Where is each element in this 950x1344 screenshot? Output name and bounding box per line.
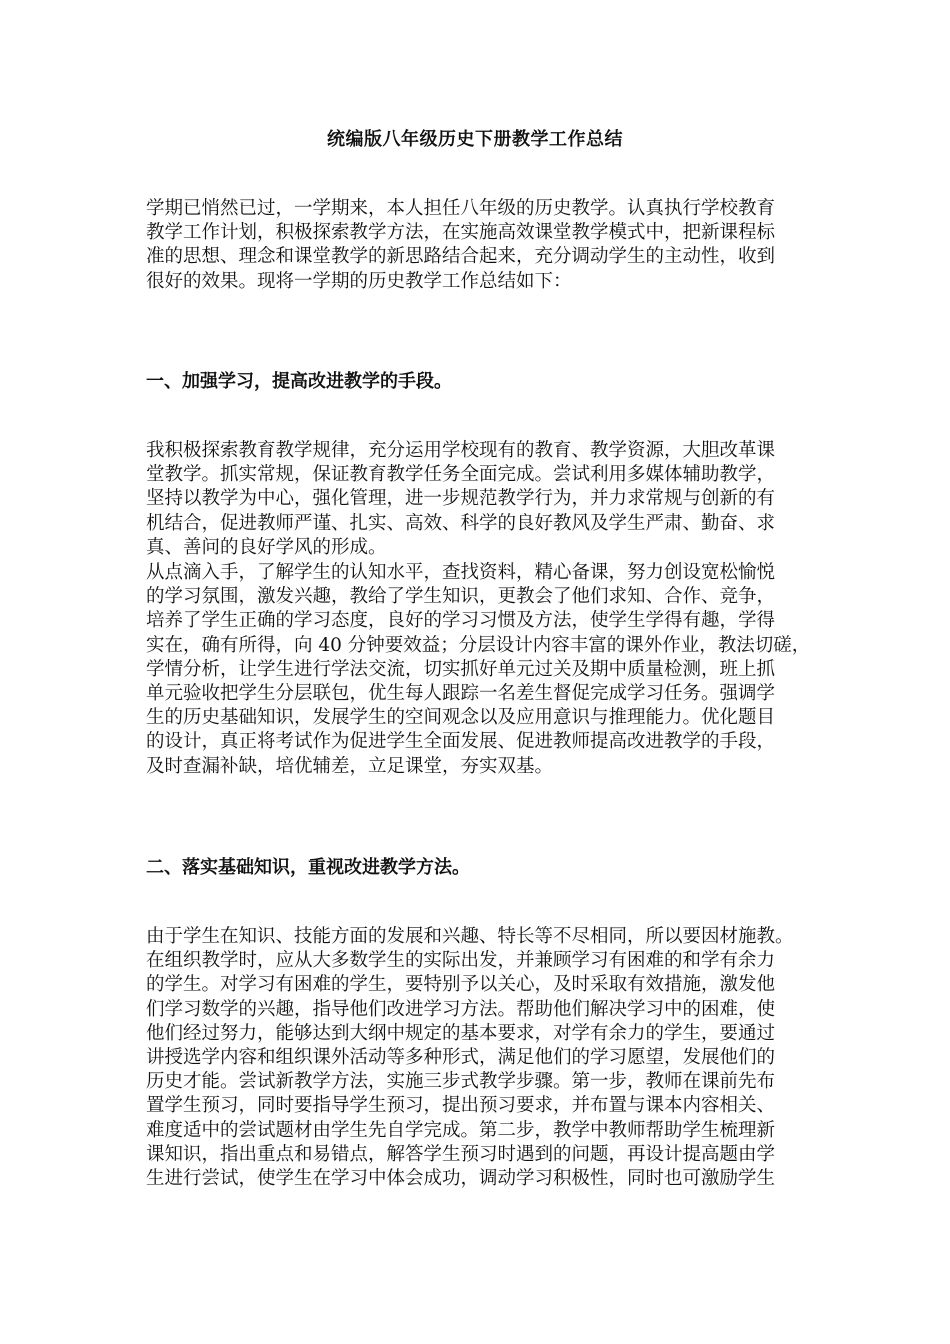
text-line: 讲授选学内容和组织课外活动等多种形式，满足他们的学习愿望，发展他们的 [146,1046,776,1068]
text-line: 在组织教学时，应从大多数学生的实际出发，并兼顾学习有困难的和学有余力 [146,950,776,972]
section1-paragraph-1 [146,439,818,560]
text-line: 难度适中的尝试题材由学生先自学完成。第二步，教学中教师帮助学生梳理新 [146,1119,776,1141]
text-line: 教学工作计划，积极探索教学方法，在实施高效课堂教学模式中，把新课程标 [146,222,776,244]
text-line: 他们经过努力，能够达到大纲中规定的基本要求，对学有余力的学生，要通过 [146,1022,776,1044]
section1-paragraph-2 [146,561,818,779]
text-line: 生进行尝试，使学生在学习中体会成功，调动学习积极性，同时也可激励学生 [146,1167,776,1189]
section-heading-2: 二、落实基础知识，重视改进教学方法。 [146,857,470,878]
text-line: 坚持以教学为中心，强化管理，进一步规范教学行为，并力求常规与创新的有 [146,488,776,510]
text-line: 们学习数学的兴趣，指导他们改进学习方法。帮助他们解决学习中的困难，使 [146,998,776,1020]
text-line: 的设计，真正将考试作为促进学生全面发展、促进教师提高改进教学的手段， [146,731,776,753]
text-line: 实在，确有所得，向 40 分钟要效益；分层设计内容丰富的课外作业，教法切磋， [146,634,811,656]
text-line: 很好的效果。现将一学期的历史教学工作总结如下： [146,270,572,292]
text-line: 单元验收把学生分层联包，优生每人跟踪一名差生督促完成学习任务。强调学 [146,682,776,704]
text-line: 历史才能。尝试新教学方法，实施三步式教学步骤。第一步，教师在课前先布 [146,1071,776,1093]
text-line: 学期已悄然已过，一学期来，本人担任八年级的历史教学。认真执行学校教育 [146,198,776,219]
text-line: 生的历史基础知识，发展学生的空间观念以及应用意识与推理能力。优化题目 [146,707,776,729]
text-line: 我积极探索教育教学规律，充分运用学校现有的教育、教学资源，大胆改革课 [146,440,776,461]
text-line: 真、善问的良好学风的形成。 [146,536,387,558]
text-line: 置学生预习，同时要指导学生预习，提出预习要求，并布置与课本内容相关、 [146,1095,776,1117]
text-line: 堂教学。抓实常规，保证教育教学任务全面完成。尝试利用多媒体辅助教学， [146,464,776,486]
text-line: 及时查漏补缺，培优辅差，立足课堂，夯实双基。 [146,755,554,777]
text-line: 培养了学生正确的学习态度，良好的学习习惯及方法，使学生学得有趣，学得 [146,610,776,632]
text-line: 由于学生在知识、技能方面的发展和兴趣、特长等不尽相同，所以要因材施教。 [146,926,794,947]
text-line: 的学习氛围，激发兴趣，教给了学生知识，更教会了他们求知、合作、竞争， [146,586,776,608]
text-line: 课知识，指出重点和易错点，解答学生预习时遇到的问题，再设计提高题由学 [146,1143,776,1165]
document-title: 统编版八年级历史下册教学工作总结 [327,129,623,150]
text-line: 学情分析，让学生进行学法交流，切实抓好单元过关及期中质量检测，班上抓 [146,658,776,680]
text-line: 准的思想、理念和课堂教学的新思路结合起来，充分调动学生的主动性，收到 [146,246,776,268]
section-heading-1: 一、加强学习，提高改进教学的手段。 [146,371,452,392]
text-line: 机结合，促进教师严谨、扎实、高效、科学的良好教风及学生严肃、勤奋、求 [146,512,776,534]
text-line: 的学生。对学习有困难的学生，要特别予以关心，及时采取有效措施，激发他 [146,974,776,996]
section2-paragraph-1 [146,925,818,1191]
intro-paragraph [146,197,818,294]
text-line: 从点滴入手，了解学生的认知水平，查找资料，精心备课，努力创设宽松愉悦 [146,562,776,583]
